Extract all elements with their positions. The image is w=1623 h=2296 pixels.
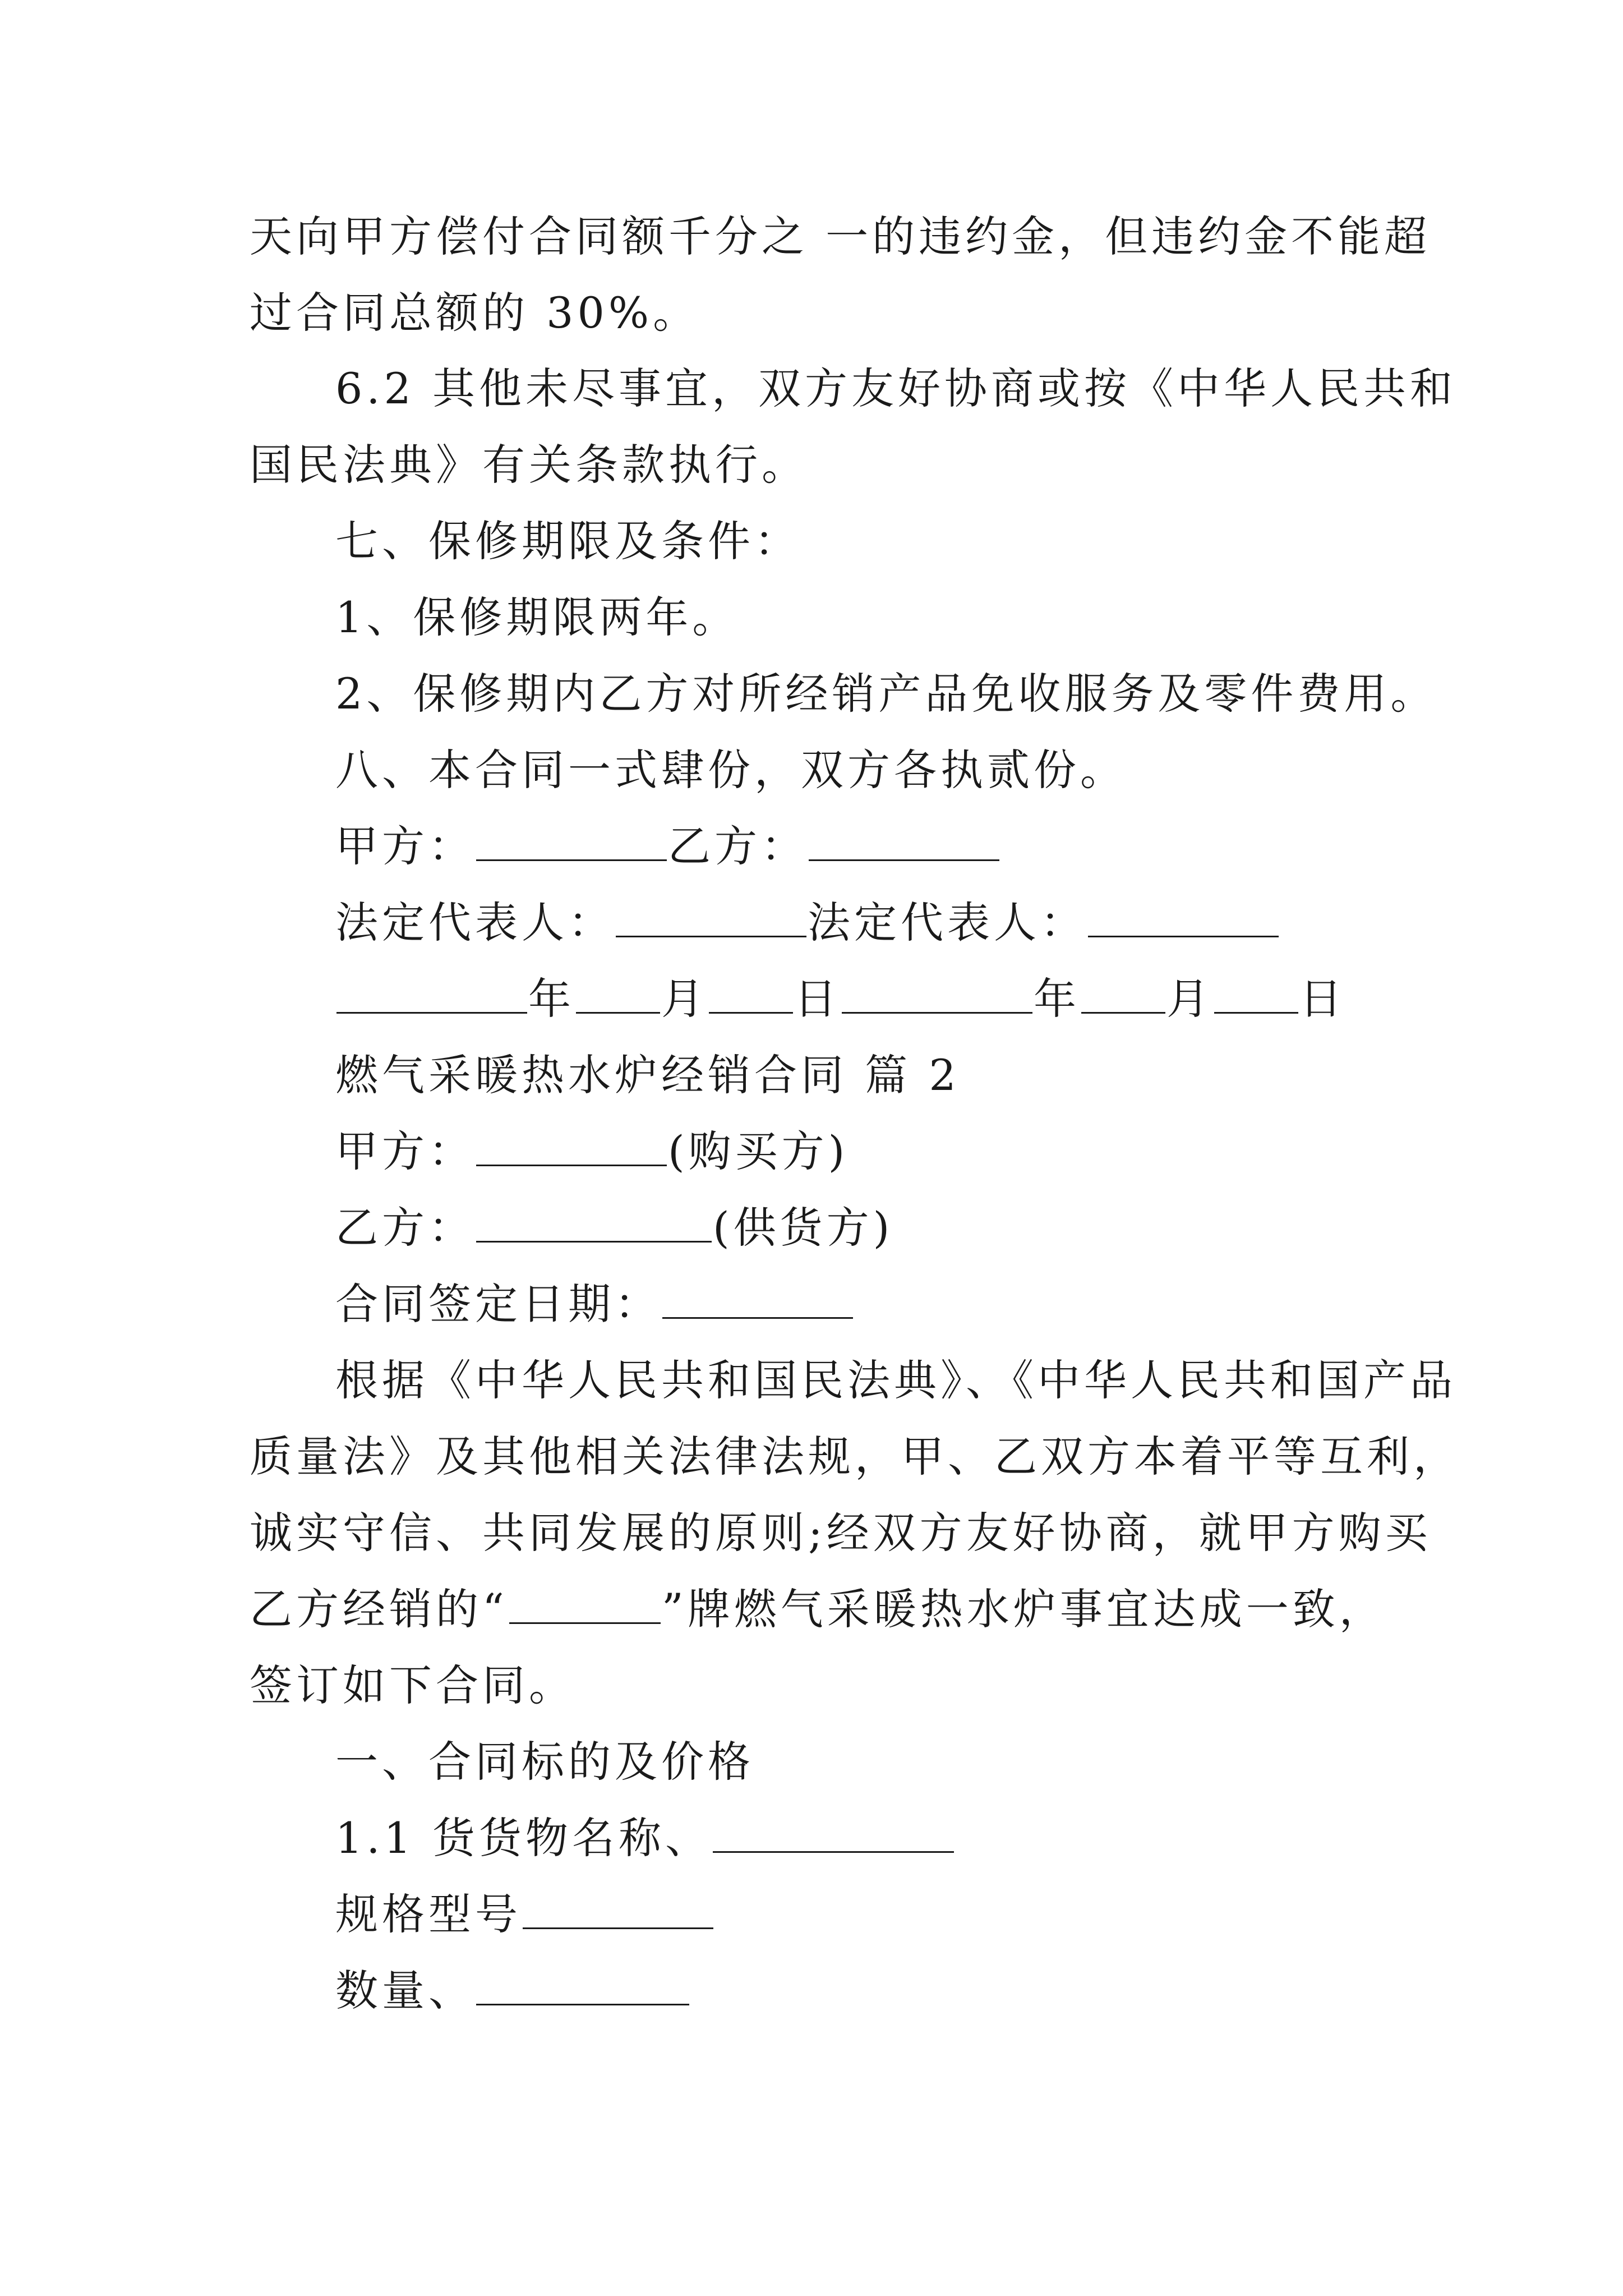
goods-name-label: 1.1 货货物名称、 xyxy=(335,1813,712,1863)
party-a-label: 甲方： xyxy=(335,1126,475,1176)
day-label: 日 xyxy=(1299,974,1346,1024)
paragraph-line: 过合同总额的 30%。 xyxy=(250,288,700,338)
party-b-label: 乙方： xyxy=(335,1203,475,1253)
month-label: 月 xyxy=(661,974,708,1024)
paragraph-line: 天向甲方偿付合同额千分之 一的违约金，但违约金不能超 xyxy=(250,211,1431,261)
paragraph-line: 根据《中华人民共和国民法典》、《中华人民共和国产品 xyxy=(335,1355,1456,1405)
paragraph-line: 6.2 其他未尽事宜，双方友好协商或按《中华人民共和 xyxy=(335,364,1457,413)
sign-date-blank[interactable] xyxy=(662,1280,853,1319)
party-b-blank[interactable] xyxy=(809,822,999,861)
year-label: 年 xyxy=(1034,974,1080,1024)
sign-date-label: 合同签定日期： xyxy=(335,1279,661,1329)
paragraph-line: 诚实守信、共同发展的原则;经双方友好协商，就甲方购买 xyxy=(250,1508,1432,1558)
party-b-role: (供货方) xyxy=(713,1203,894,1253)
party-a-row xyxy=(335,1124,849,1180)
clause-item: 八、本合同一式肆份，双方各执贰份。 xyxy=(335,745,1127,795)
clause-item: 2、保修期内乙方对所经销产品免收服务及零件费用。 xyxy=(335,669,1437,719)
clause-item: 1、保修期限两年。 xyxy=(335,592,739,642)
paragraph-line xyxy=(250,1581,1386,1637)
party-a-blank[interactable] xyxy=(476,822,667,861)
signature-date-row xyxy=(335,971,1346,1027)
brand-prefix: 乙方经销的“ xyxy=(250,1584,508,1634)
document-title: 燃气采暖热水炉经销合同 篇 2 xyxy=(335,1050,960,1100)
year-label: 年 xyxy=(528,974,575,1024)
paragraph-line: 国民法典》有关条款执行。 xyxy=(250,440,808,490)
year-a-blank[interactable] xyxy=(336,975,527,1014)
section-heading: 七、保修期限及条件： xyxy=(335,516,801,566)
spec-row xyxy=(335,1887,714,1943)
party-b-row xyxy=(335,1200,893,1256)
year-b-blank[interactable] xyxy=(842,975,1032,1014)
party-a-blank[interactable] xyxy=(476,1128,667,1166)
section-heading: 一、合同标的及价格 xyxy=(335,1737,754,1787)
day-b-blank[interactable] xyxy=(1214,975,1298,1014)
brand-blank[interactable] xyxy=(509,1585,661,1624)
party-b-label: 乙方： xyxy=(668,821,808,871)
paragraph-line: 质量法》及其他相关法律法规，甲、乙双方本着平等互利， xyxy=(250,1432,1460,1481)
quantity-row xyxy=(335,1963,690,2019)
signature-parties-row xyxy=(335,818,1000,875)
quantity-blank[interactable] xyxy=(476,1967,689,2005)
brand-suffix: ”牌燃气采暖热水炉事宜达成一致， xyxy=(661,1584,1386,1634)
day-a-blank[interactable] xyxy=(709,975,793,1014)
month-a-blank[interactable] xyxy=(576,975,660,1014)
party-b-blank[interactable] xyxy=(476,1204,712,1243)
sign-date-row xyxy=(335,1276,854,1332)
spec-blank[interactable] xyxy=(523,1890,713,1929)
rep-b-blank[interactable] xyxy=(1088,899,1279,937)
party-a-label: 甲方： xyxy=(335,821,475,871)
party-a-role: (购买方) xyxy=(668,1126,849,1176)
rep-b-label: 法定代表人： xyxy=(808,898,1087,947)
quantity-label: 数量、 xyxy=(335,1966,475,2016)
signature-representatives-row xyxy=(335,895,1280,951)
goods-name-blank[interactable] xyxy=(713,1814,954,1853)
rep-a-blank[interactable] xyxy=(616,899,806,937)
rep-a-label: 法定代表人： xyxy=(335,898,615,947)
day-label: 日 xyxy=(794,974,841,1024)
month-label: 月 xyxy=(1166,974,1213,1024)
spec-label: 规格型号 xyxy=(335,1889,522,1939)
paragraph-line: 签订如下合同。 xyxy=(250,1660,575,1710)
goods-name-row xyxy=(335,1810,955,1866)
month-b-blank[interactable] xyxy=(1081,975,1165,1014)
